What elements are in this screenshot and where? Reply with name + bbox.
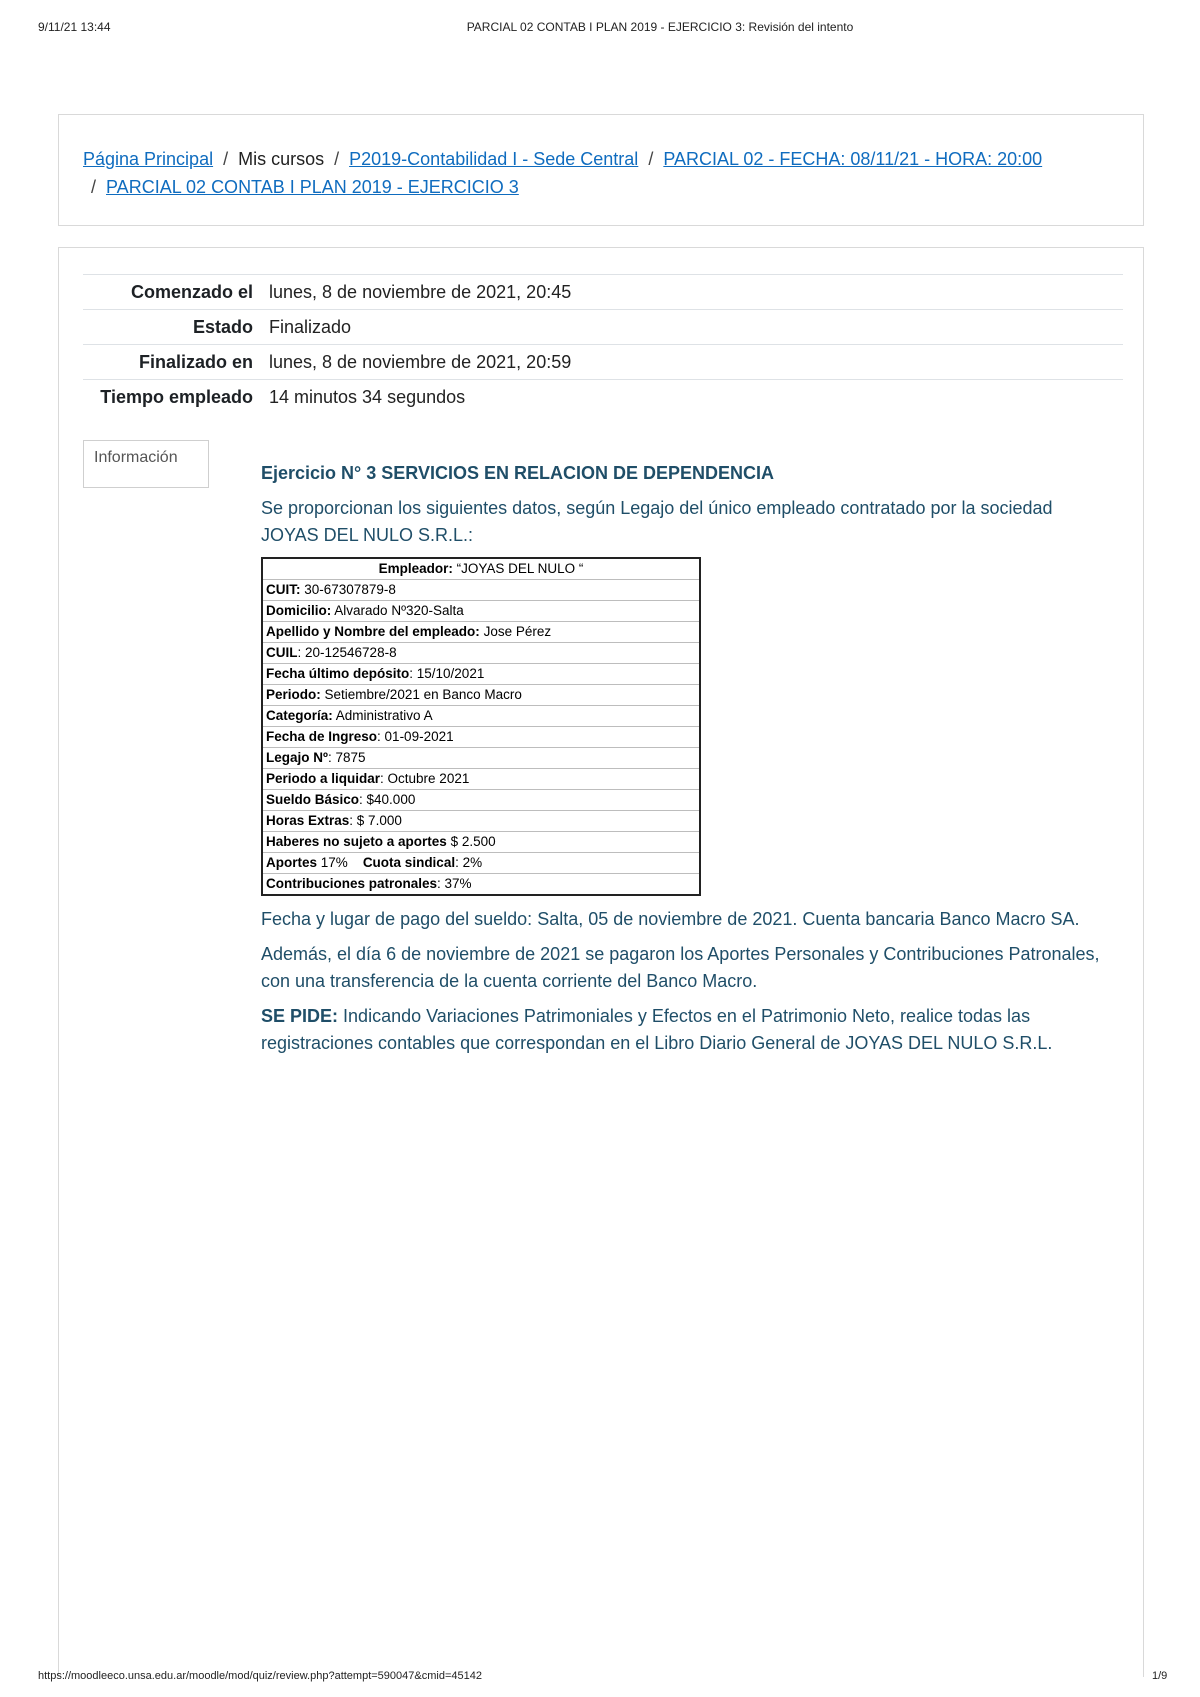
breadcrumb-separator: / [223,149,229,169]
table-row: Haberes no sujeto a aportes $ 2.500 [262,832,700,853]
table-row: Sueldo Básico: $40.000 [262,790,700,811]
print-page-number: 1/9 [1152,1670,1168,1682]
table-row: Apellido y Nombre del empleado: Jose Pérez [262,622,700,643]
table-row: Domicilio: Alvarado Nº320-Salta [262,601,700,622]
summary-row-state [83,310,1123,345]
additional-info: Además, el día 6 de noviembre de 2021 se pagaron los Aportes Personales y Contribuciones Patronales, con una transferencia de la cuenta corriente del Banco Macro. [261,944,1100,991]
table-row: Periodo a liquidar: Octubre 2021 [262,769,700,790]
table-row: Aportes 17% Cuota sindical: 2% [262,853,700,874]
question-heading: Ejercicio N° 3 SERVICIOS EN RELACION DE DEPENDENCIA [261,463,774,483]
table-row: CUIL: 20-12546728-8 [262,643,700,664]
question-info-box [83,440,209,488]
request-paragraph [261,1003,1111,1057]
summary-row-started [83,275,1123,310]
attempt-card [58,247,1144,1677]
summary-label: Tiempo empleado [100,387,253,407]
employer-cell: Empleador: “JOYAS DEL NULO “ [262,558,700,580]
summary-value: lunes, 8 de noviembre de 2021, 20:59 [269,352,572,372]
table-row [262,558,700,580]
table-row: Horas Extras: $ 7.000 [262,811,700,832]
print-datetime: 9/11/21 13:44 [38,20,111,34]
request-label: SE PIDE: [261,1006,339,1026]
payment-info: Fecha y lugar de pago del sueldo: Salta, 05 de noviembre de 2021. Cuenta bancaria Banco Macro SA. [261,909,1080,929]
summary-label: Estado [192,317,253,337]
summary-value: lunes, 8 de noviembre de 2021, 20:45 [269,282,572,302]
info-label: Información [94,449,178,466]
breadcrumb-separator: / [648,149,654,169]
table-row: Legajo Nº: 7875 [262,748,700,769]
breadcrumb-separator: / [91,177,97,197]
breadcrumb-card [58,114,1144,226]
table-row: CUIT: 30-67307879-8 [262,580,700,601]
summary-label: Finalizado en [138,352,253,372]
summary-label: Comenzado el [130,282,253,302]
print-url: https://moodleeco.unsa.edu.ar/moodle/mod/quiz/review.php?attempt=590047&cmid=45142 [38,1670,482,1682]
summary-value: Finalizado [269,317,352,337]
breadcrumb [83,145,1123,201]
summary-value: 14 minutos 34 segundos [269,387,466,407]
table-row: Periodo: Setiembre/2021 en Banco Macro [262,685,700,706]
breadcrumb-quiz-link[interactable]: PARCIAL 02 CONTAB I PLAN 2019 - EJERCICIO 3 [106,177,519,197]
breadcrumb-course-link[interactable]: P2019-Contabilidad I - Sede Central [349,149,639,169]
question-intro: Se proporcionan los siguientes datos, según Legajo del único empleado contratado por la sociedad JOYAS DEL NULO S.R.L.: [261,498,1053,545]
table-row: Categoría: Administrativo A [262,706,700,727]
employee-data-table [261,557,701,896]
table-row: Contribuciones patronales: 37% [266,876,472,891]
breadcrumb-separator: / [334,149,340,169]
summary-row-finished [83,345,1123,380]
table-row: Fecha último depósito: 15/10/2021 [262,664,700,685]
breadcrumb-section-link[interactable]: PARCIAL 02 - FECHA: 08/11/21 - HORA: 20:00 [663,149,1043,169]
request-text: Indicando Variaciones Patrimoniales y Efectos en el Patrimonio Neto, realice todas las registraciones contables que correspondan en el Libro Diario General de JOYAS DEL NULO S.R.L. [261,1006,1053,1053]
table-row: Fecha de Ingreso: 01-09-2021 [262,727,700,748]
print-title: PARCIAL 02 CONTAB I PLAN 2019 - EJERCICIO 3: Revisión del intento [466,20,854,34]
breadcrumb-home-link[interactable]: Página Principal [83,149,214,169]
question-text [261,460,1111,1065]
summary-row-time-taken [83,380,1123,415]
breadcrumb-my-courses: Mis cursos [238,149,325,169]
attempt-summary-table [83,274,1123,414]
